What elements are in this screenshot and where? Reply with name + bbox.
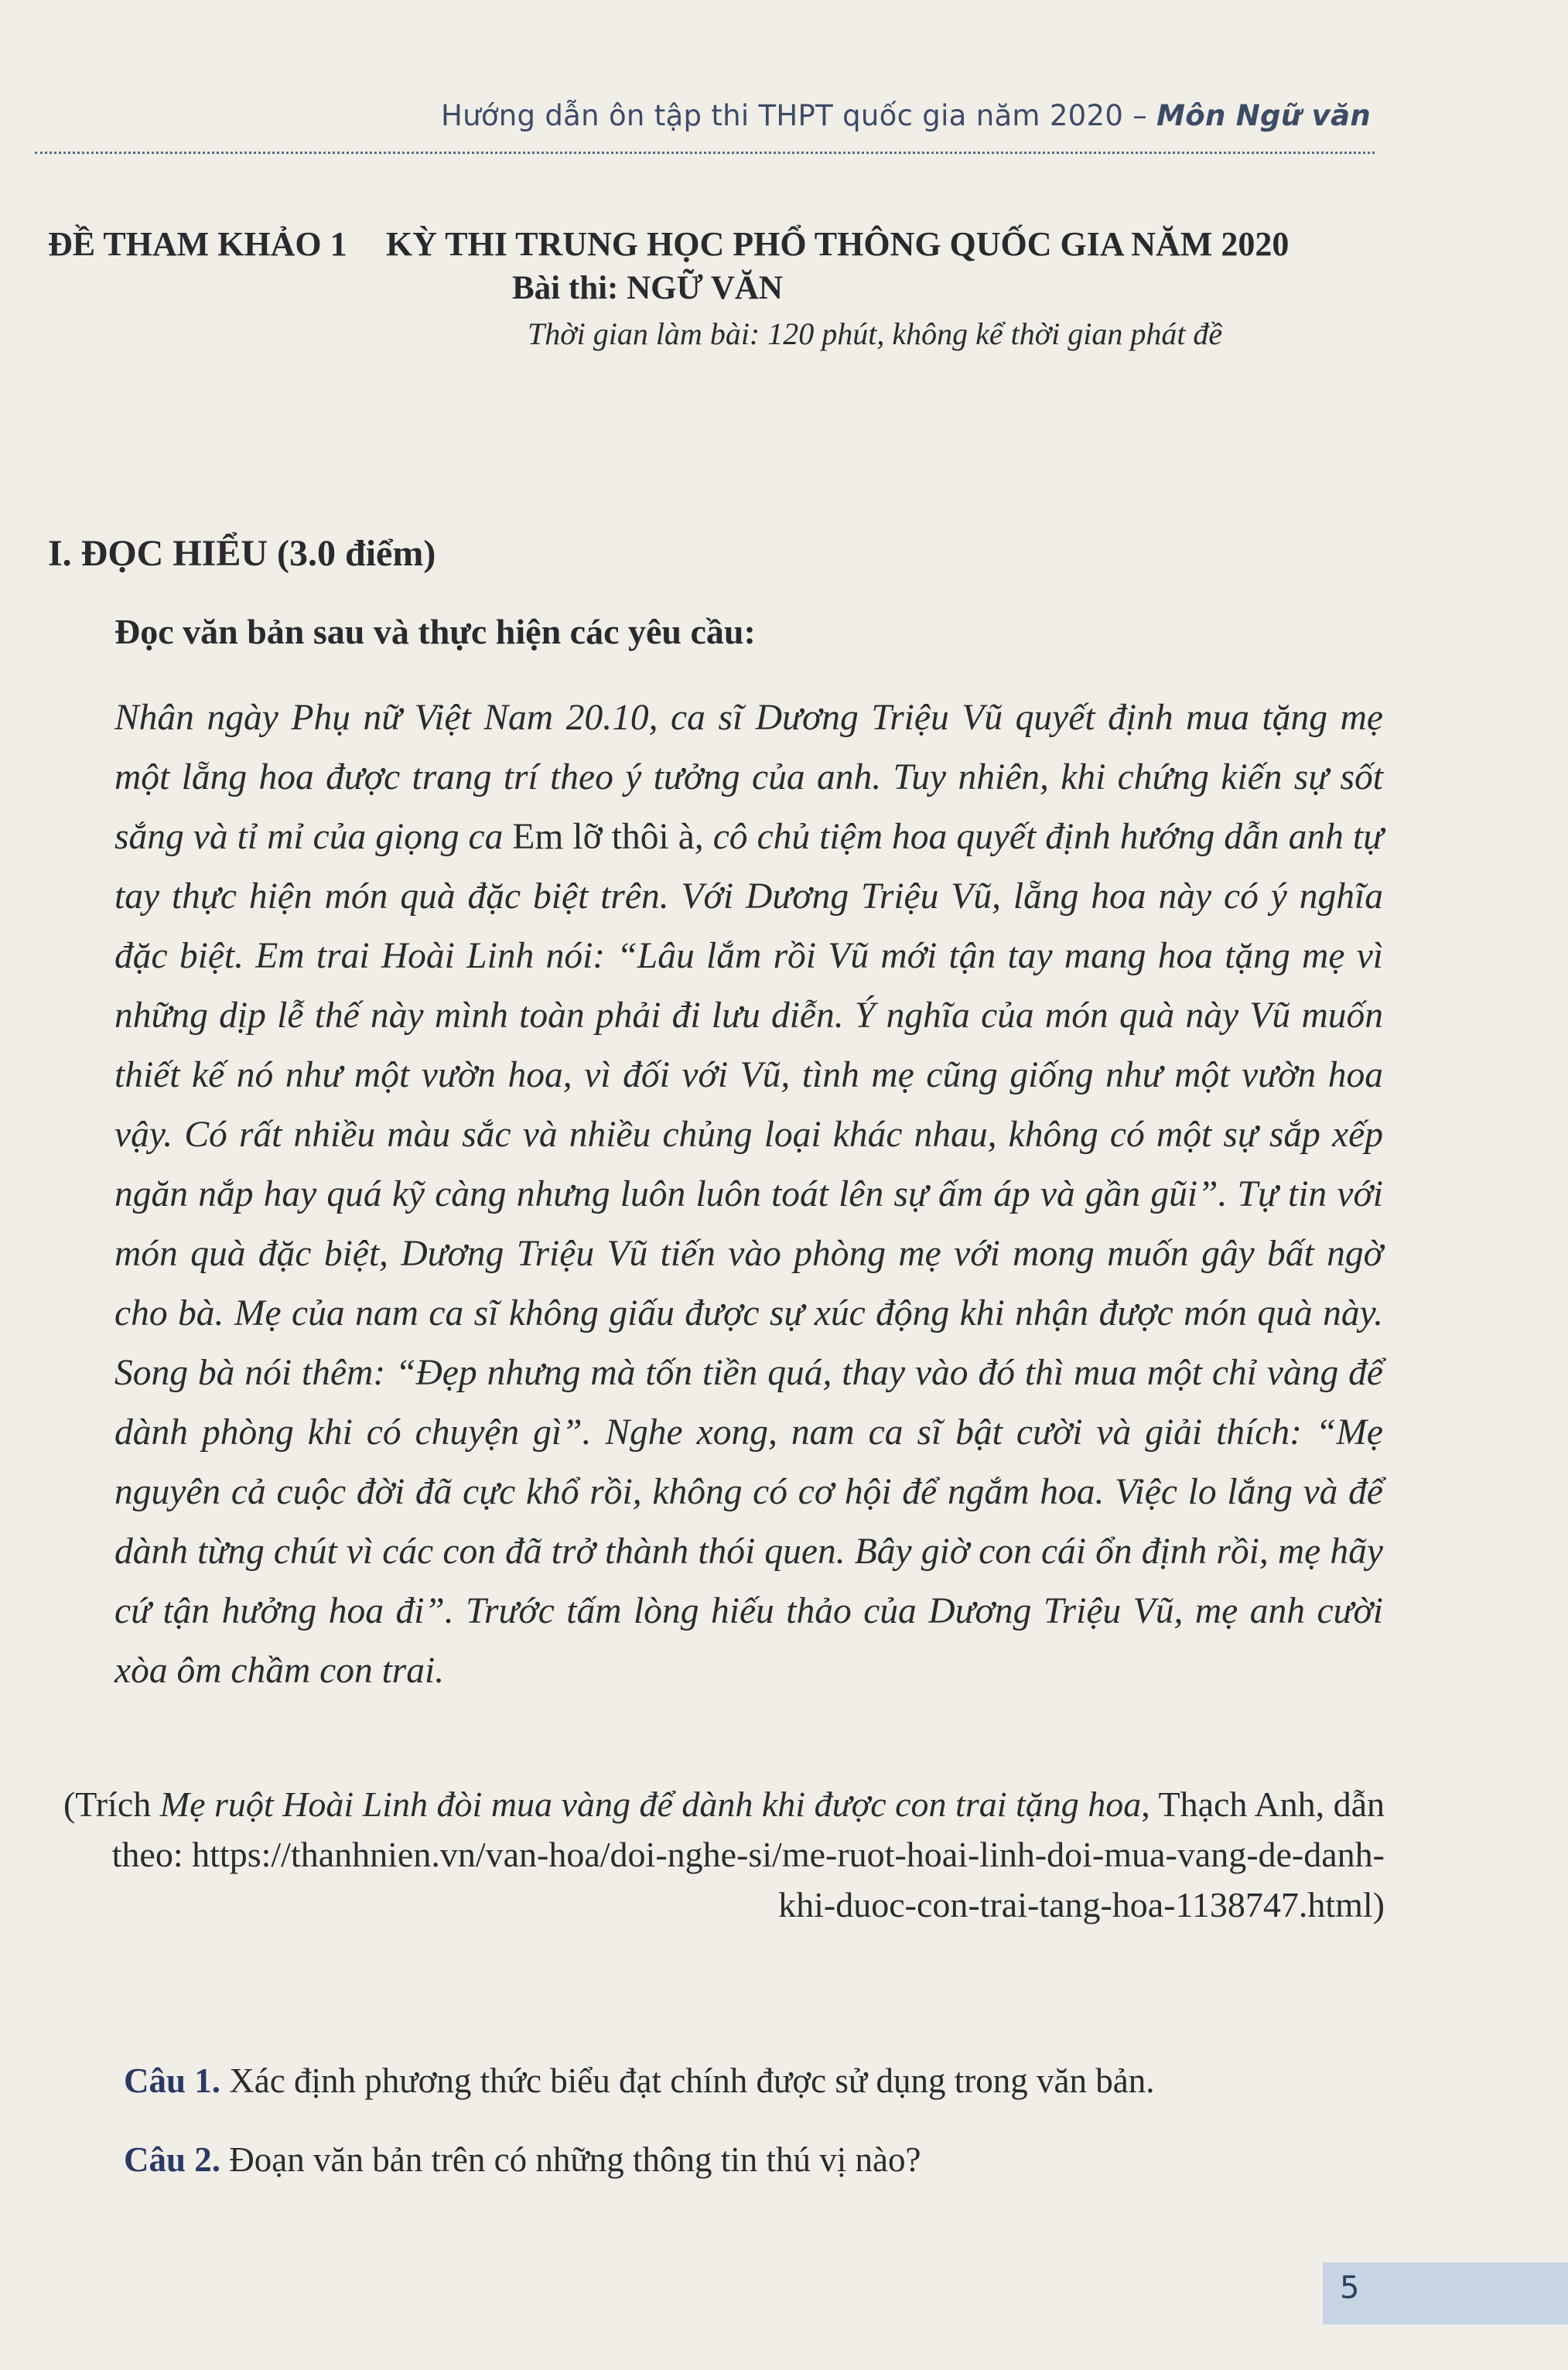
question-label: Câu 2. (124, 2140, 221, 2179)
exam-label: ĐỀ THAM KHẢO 1 (48, 225, 347, 263)
citation (62, 1779, 1385, 1930)
question-text: Xác định phương thức biểu đạt chính được sử dụng trong văn bản. (229, 2061, 1155, 2100)
citation-source-title: Mẹ ruột Hoài Linh đòi mua vàng để dành khi được con trai tặng hoa (159, 1784, 1142, 1824)
page-number-tab (1323, 2262, 1568, 2324)
reading-passage (114, 688, 1383, 1701)
guide-title: Hướng dẫn ôn tập thi THPT quốc gia năm 2020 – (440, 99, 1148, 132)
exam-heading (48, 224, 1363, 351)
question-text: Đoạn văn bản trên có những thông tin thú vị nào? (229, 2140, 921, 2179)
citation-details: , Thạch Anh, dẫn theo: https://thanhnien.vn/van-hoa/doi-nghe-si/me-ruot-hoai-linh-doi-mua-vang-de-danh-khi-duoc-con-trai-tang-hoa-1138747.html) (111, 1784, 1385, 1924)
song-title: Em lỡ thôi à (512, 817, 695, 857)
citation-prefix: (Trích (63, 1784, 152, 1824)
passage-part-1: Nhân ngày Phụ nữ Việt Nam 20.10, ca sĩ Dương Triệu Vũ quyết định mua tặng mẹ một lẵng hoa được trang trí theo ý tưởng của anh. Tuy nhiên, khi chứng kiến sự sốt sắng và tỉ mỉ của giọng ca (114, 698, 1383, 857)
running-header (441, 99, 1371, 132)
question-label: Câu 1. (124, 2061, 221, 2100)
passage-part-2: , cô chủ tiệm hoa quyết định hướng dẫn anh tự tay thực hiện món quà đặc biệt trên. Với Dương Triệu Vũ, lẵng hoa này có ý nghĩa đặc biệt. Em trai Hoài Linh nói: “Lâu lắm rồi Vũ mới tận tay mang hoa tặng mẹ vì những dịp lễ thế này mình toàn phải đi lưu diễn. Ý nghĩa của món quà này Vũ muốn thiết kế nó như một vườn hoa, vì đối với Vũ, tình mẹ cũng giống như một vườn hoa vậy. Có rất nhiều màu sắc và nhiều chủng loại khác nhau, không có một sự sắp xếp ngăn nắp hay quá kỹ càng nhưng luôn luôn toát lên sự ấm áp và gần gũi”. Tự tin với món quà đặc biệt, Dương Triệu Vũ tiến vào phòng mẹ với mong muốn gây bất ngờ cho bà. Mẹ của nam ca sĩ không giấu được sự xúc động khi nhận được món quà này. Song bà nói thêm: “Đẹp nhưng mà tốn tiền quá, thay vào đó thì mua một chỉ vàng để dành phòng khi có chuyện gì”. Nghe xong, nam ca sĩ bật cười và giải thích: “Mẹ nguyên cả cuộc đời đã cực khổ rồi, không có cơ hội để ngắm hoa. Việc lo lắng và để dành từng chút vì các con đã trở thành thói quen. Bây giờ con cái ổn định rồi, mẹ hãy cứ tận hưởng hoa đi”. Trước tấm lòng hiếu thảo của Dương Triệu Vũ, mẹ anh cười xòa ôm chầm con trai. (114, 817, 1383, 1691)
question-2 (124, 2139, 921, 2180)
header-divider (35, 152, 1375, 154)
subject-title: Môn Ngữ văn (1156, 99, 1371, 132)
exam-time: Thời gian làm bài: 120 phút, không kể thời gian phát đề (528, 316, 1223, 351)
exam-subject: Bài thi: NGỮ VĂN (512, 270, 783, 306)
reading-instruction: Đọc văn bản sau và thực hiện các yêu cầu: (114, 612, 756, 651)
section-title: I. ĐỌC HIỂU (3.0 điểm) (48, 533, 436, 574)
page-number: 5 (1340, 2270, 1360, 2306)
question-1 (124, 2061, 1154, 2101)
exam-title: KỲ THI TRUNG HỌC PHỔ THÔNG QUỐC GIA NĂM 2020 (386, 225, 1290, 263)
